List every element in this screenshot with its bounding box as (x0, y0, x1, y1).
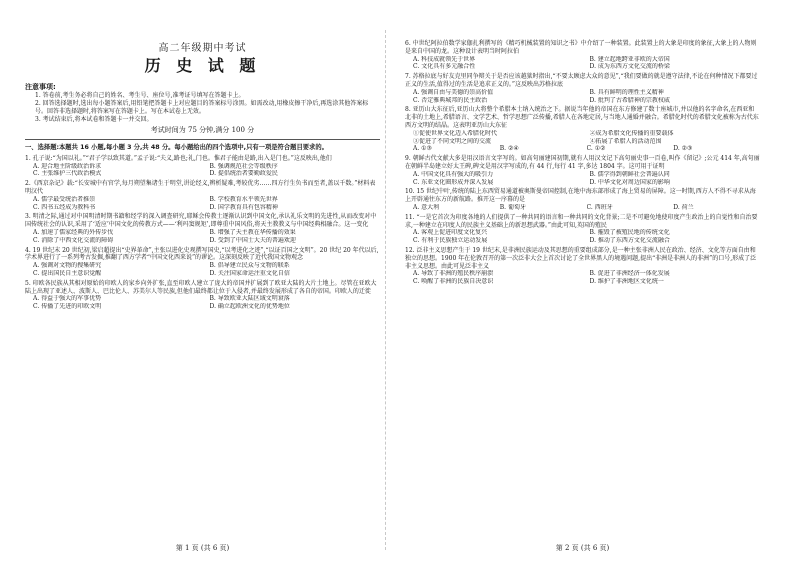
question-block (405, 247, 760, 286)
answer-option: D. 成为东西方文化交流的桥梁 (589, 63, 670, 71)
answer-option: D. 关注国家命运注重文化自信 (209, 270, 290, 278)
answer-option: D. 中华文化对周边国家的影响 (589, 178, 670, 186)
option-grid (405, 56, 760, 72)
question-list-page-2 (405, 40, 760, 286)
question-block (405, 73, 760, 104)
option-grid (405, 89, 760, 105)
answer-option: C. ①② (586, 145, 606, 153)
exam-subject: 历 史 试 题 (144, 56, 261, 75)
answer-option: B. 具有鲜明的理性主义精神 (589, 88, 664, 96)
answer-option: B. 强调规范社会等级秩序 (209, 162, 278, 170)
option-grid (25, 163, 380, 179)
answer-option: D. 国学教育具有包容精神 (209, 203, 278, 211)
note-item: 2. 回答选择题时,选出每小题答案后,用铅笔把答题卡上对应题目的答案标号涂黑。如需改动,用橡皮擦干净后,再选涂其他答案标号。回答非选择题时,将答案写在答题卡上。写在本试卷上无效。 (35, 99, 369, 116)
answer-option: A. ①③ (413, 145, 432, 153)
question-block (25, 155, 380, 178)
question-block (405, 155, 760, 186)
page-divider (385, 30, 386, 550)
answer-option: A. 客观上促进印度文化复兴 (413, 229, 488, 237)
answer-option: A. 科技成就领先于世界 (413, 55, 476, 63)
answer-option: B. 儒学得到朝鲜社会普遍认同 (589, 170, 670, 178)
answer-option: A. 加速了儒家经典的外传步伐 (33, 229, 114, 237)
question-block (25, 180, 380, 211)
answer-option: B. 增强了天主教在华传播的效果 (209, 229, 296, 237)
answer-option: D. ②③ (673, 145, 693, 153)
question-text: 10. 15 世纪中叶,传统的陆上东西贸易通道被奥斯曼帝国控制,在地中海东部形成了海上贸易的屏障。这一时期,西方人不得不寻求从海上开辟通往东方的新航路。推开这一序幕的是 (405, 188, 756, 204)
answer-option: B. 葡萄牙 (499, 203, 526, 211)
statement-grid (405, 130, 760, 146)
section-1-heading: 一、选择题:本题共 16 小题,每小题 3 分,共 48 分。每小题给出的四个选项中,只有一项是符合题目要求的。 (25, 144, 328, 152)
question-text: 4. 19 世纪末 20 世纪初,梁启超提出“史界革命”,主张以进化史观撰写国史,“以考进化之迹”,“以证百国之文明”。20 世纪 20 年代以后,学术界进行了一系列考古发掘,推翻了西方学者“中国文化西来说”的谬论。这深刻反映了近代我国文物观念 (25, 246, 379, 262)
answer-option: C. 文化具有多元融合性 (413, 63, 476, 71)
question-text: 8. 亚历山大东征后,亚历山大将整个希腊本土纳入统治之下。据说当年他的帝国在东方修建了数十座城市,并以他的名字命名,在西亚和北非的土地上,希腊语言、文学艺术、哲学思想广泛传播,希腊人在各地定居,与当地人通婚并融合。希腊化时代的希腊文化被称为古代东西方文明的结晶。这表明亚历山大东征 (405, 106, 759, 129)
note-item: 3. 考试结束后,将本试卷和答题卡一并交回。 (35, 116, 153, 124)
answer-option: A. 强调对文物的搜集研究 (33, 262, 102, 270)
answer-option: B. 建立起地跨亚非欧的大帝国 (589, 55, 670, 63)
question-text: 2.《西京杂记》载:“长安城中有官学,每月朔望集诸生于明堂,讲论经义,辨析疑难,考较优劣……四方行生负书而至者,盖以千数。”材料表明汉代 (25, 180, 376, 196)
question-block (405, 40, 760, 71)
question-block (405, 106, 760, 153)
exam-title: 高二年级期中考试 (158, 43, 247, 54)
answer-option: C. 传播了先进的印欧文明 (33, 303, 102, 311)
answer-option: B. ②④ (499, 145, 519, 153)
answer-option: A. 强调自由与美德的崇高价值 (413, 88, 494, 96)
answer-option: A. 迎合地主阶级政治诉求 (33, 162, 102, 170)
page-2-footer: 第 2 页 (共 6 页) (555, 544, 610, 552)
statement-item: ④拓展了希腊人的活动范围 (589, 137, 662, 145)
answer-option: C. 东亚文化圈形成并深入发展 (413, 178, 494, 186)
question-text: 5. 印欧各民族从其相对原始的印欧人的家乡向外扩张,直至印欧人建立了庞大的帝国并扩展到了欧亚大陆的大片土地上。尽管在亚欧大陆上出现了亚述人、波斯人、巴比伦人、苏美尔人等民族,但他们最终都让位于入侵者,并最终发展形成了各自的帝国。印欧人的迁徙 (25, 279, 377, 295)
answer-option: D. 维护了非洲地区文化统一 (589, 278, 664, 286)
option-grid (405, 229, 760, 245)
answer-option: C. 四书五经成为教科书 (33, 203, 96, 211)
question-text: 1. 孔子说:“为国以礼。”“君子学以致其道。”孟子说:“夫义,路也;礼,门也。惟君子能由是路,出入是门也。”这反映出,他们 (25, 154, 332, 162)
answer-option: B. 摧毁了被殖民地的传统文化 (589, 229, 670, 237)
answer-option: D. 推动了东西方文化交流融合 (589, 237, 670, 245)
option-grid (405, 270, 760, 286)
question-text: 3. 明清之际,通过对中国明清时期书籍和经学的深入调查研究,耶稣会传教士逐渐认识到中国文化,承认礼乐文明的先进性,从而改变对中国传统社会的认识,采用了‘适应’中国文化的传教方式——‘利玛窦规矩’,即尊重中国风俗,将天主教教义与中国经典相融合。这一变化 (25, 213, 377, 229)
answer-option: B. 导致欧亚大陆区域文明衰落 (209, 295, 290, 303)
question-block (25, 247, 380, 278)
page-1 (25, 38, 380, 548)
option-grid (405, 204, 760, 212)
answer-option: B. 促进了非洲经济一体化发展 (589, 270, 670, 278)
answer-option: C. 西班牙 (586, 203, 613, 211)
statement-item: ③促进了不同文明之间的交流 (413, 137, 492, 145)
answer-option: A. 得益于强大的军事优势 (33, 295, 102, 303)
note-item: 1. 答卷前,考生务必将自己的姓名、考生号、座位号,准考证号填写在答题卡上。 (35, 91, 245, 99)
question-block (25, 280, 380, 311)
question-text: 9. 朝鲜古代文献大多是用汉语言文字写的。如高句丽建国初期,就有人用汉文记下高句丽史事一百卷,叫作《留记》;公元 414 年,高句丽在朝鲜半岛建立好太王碑,碑文是用汉字写成的,有 44 行,每行 41 字,多达 1804 字。这可用于证明 (405, 155, 760, 170)
answer-option: A. 导致了非洲的殖民秩序崩溃 (413, 270, 494, 278)
answer-option: C. 唤醒了非洲的民族自决意识 (413, 278, 494, 286)
section-rule (25, 139, 380, 140)
notes-title: 注意事项: (25, 82, 56, 91)
answer-option: C. 否定雅典城邦的民主政治 (413, 96, 488, 104)
question-text: 11. “一是它首次为印度各地的人们提供了一种共同的语言和一种共同的文化背景;二是不可避免地使印度产生政治上的自觉性和自治要求,一种建立在印度人的民族主义基础上的新思想武器。”由此可知,英国的殖民 (405, 213, 758, 229)
answer-option: A. 意大利 (413, 203, 440, 211)
answer-option: A. 儒学最受统治者推崇 (33, 195, 96, 203)
answer-option: C. 有利于民族独立运动发展 (413, 237, 488, 245)
question-block (405, 214, 760, 245)
answer-option: C. 提出国民自主意识觉醒 (33, 270, 102, 278)
answer-option: D. 受到了中国士大夫的普遍欢迎 (209, 236, 296, 244)
option-grid (25, 229, 380, 245)
answer-option: B. 学校教育水平领先世界 (209, 195, 278, 203)
answer-option: A. 中国文化具有强大的吸引力 (413, 170, 494, 178)
answer-option: B. 倡导建立民众与文物的联系 (209, 262, 290, 270)
option-grid (405, 145, 760, 153)
answer-option: C. 消除了中西文化交流的障碍 (33, 236, 114, 244)
answer-option: D. 提倡统治者要勤政爱民 (209, 170, 278, 178)
option-grid (25, 196, 380, 212)
answer-option: D. 荷兰 (673, 203, 694, 211)
statement-item: ②成为希腊文化传播的重要载体 (589, 129, 674, 137)
option-grid (25, 262, 380, 278)
question-text: 7. 苏格拉底与好友克里同争辩关于是否应该越狱时指出,“不要太顾虑大众的意见”,“我们要做的就是遵守法律,不论在何种情况下都要过正义的生活,值得过的生活是追求正义的。”这反映出苏格拉底 (405, 73, 758, 88)
answer-option: C. 主张维护三代政治模式 (33, 170, 102, 178)
question-list-page-1 (25, 155, 380, 311)
statement-item: ①促使世界文化迈入希腊化时代 (413, 129, 498, 137)
question-block (405, 188, 760, 211)
page-1-footer: 第 1 页 (共 6 页) (175, 544, 230, 552)
option-grid (25, 295, 380, 311)
answer-option: D. 确立起欧洲文化的优势地位 (209, 303, 290, 311)
page-2 (405, 38, 760, 548)
answer-option: D. 批判了古希腊神的宗教权威 (589, 96, 670, 104)
option-grid (405, 171, 760, 187)
exam-time-info: 考试时间为 75 分钟,满分 100 分 (150, 126, 255, 135)
question-text: 6. 中世纪阿拉伯数学家伽扎利撰写的《精巧机械装置的知识之书》中介绍了一种装置。此装置上的大象是印度的象征,大象上的人物则是来自中国的龙。这种设计表明当时阿拉伯 (405, 40, 757, 55)
question-block (25, 213, 380, 244)
question-text: 12. 泛非主义思想产生于 19 世纪末,是非洲民族运动及其思想的重要组成部分,是一种主张非洲人民在政治、经济、文化等方面自由和独立的思想。1900 年在伦敦召开的第一次泛非大会上首次讨论了全世界黑人的境遇问题,提出“非洲是非洲人的非洲”的口号,形成了泛非主义思想。由此可见泛非主义 (405, 246, 757, 270)
